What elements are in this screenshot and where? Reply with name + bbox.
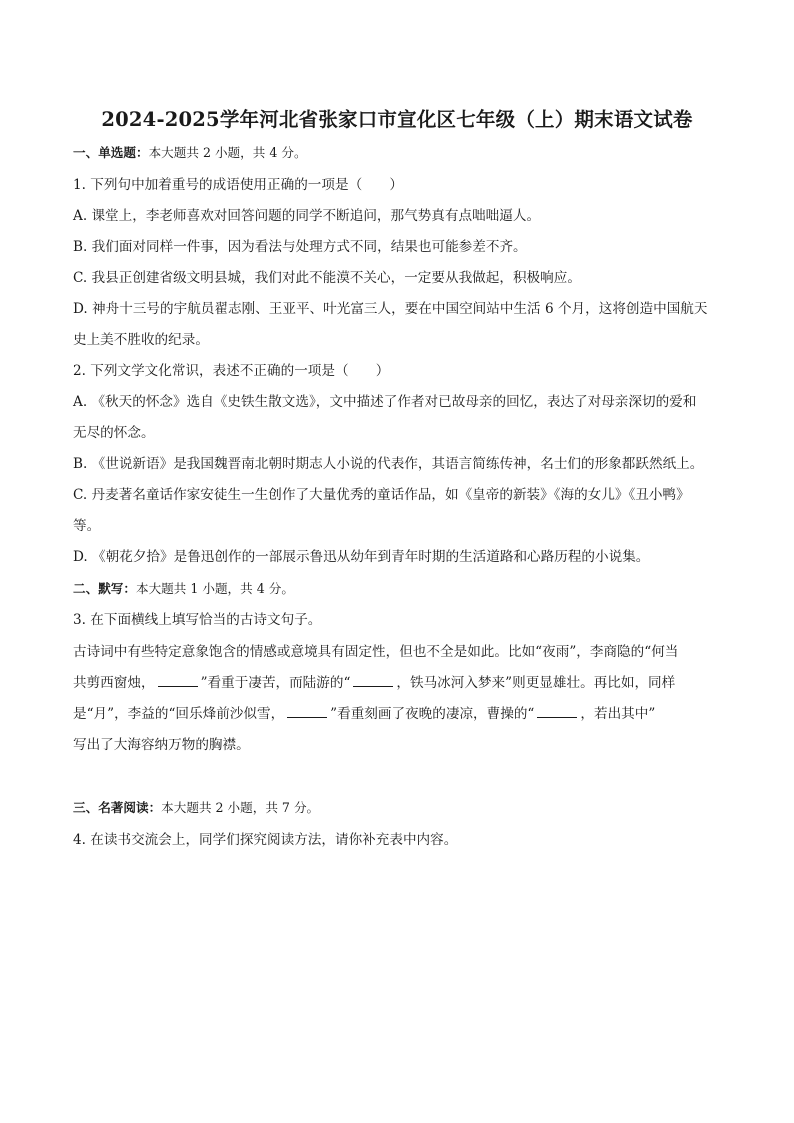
section-heading-classic-reading xyxy=(73,798,723,818)
section-desc: 本大题共 1 小题，共 4 分。 xyxy=(135,581,294,596)
question-1-option-a: A. 课堂上，李老师喜欢对回答问题的同学不断追问，那气势真有点咄咄逼人。 xyxy=(73,208,541,224)
question-1-option-b: B. 我们面对同样一件事，因为看法与处理方式不同，结果也可能参差不齐。 xyxy=(73,239,527,255)
question-1-option-d: D. 神舟十三号的宇航员翟志刚、王亚平、叶光富三人，要在中国空间站中生活 6 个月，这将创造中国航天 xyxy=(73,301,708,317)
text-fragment: ，若出其中” xyxy=(580,706,656,722)
question-3-paragraph-line-1: 古诗词中有些特定意象饱含的情感或意境具有固定性，但也不全是如此。比如“夜雨”，李商隐的“何当 xyxy=(73,644,679,660)
question-3-stem: 3. 在下面横线上填写恰当的古诗文句子。 xyxy=(73,612,322,628)
text-fragment: ，铁马冰河入梦来”则更显雄壮。再比如，同样 xyxy=(396,675,676,691)
text-fragment: 共剪西窗烛， xyxy=(73,675,155,691)
question-2-option-b: B. 《世说新语》是我国魏晋南北朝时期志人小说的代表作，其语言简练传神，名士们的形象都跃然纸上。 xyxy=(73,456,704,472)
answer-blank-3[interactable] xyxy=(287,705,327,718)
exam-title: 2024-2025学年河北省张家口市宣化区七年级（上）期末语文试卷 xyxy=(101,108,693,131)
question-2-stem: 2. 下列文学文化常识，表述不正确的一项是（ ） xyxy=(73,363,390,379)
answer-blank-1[interactable] xyxy=(158,674,198,687)
question-3-paragraph-line-3 xyxy=(73,704,723,724)
text-fragment: ”看重于凄苦，而陆游的“ xyxy=(200,675,351,691)
question-1-option-d-cont: 史上美不胜收的纪录。 xyxy=(73,332,209,348)
question-2-option-a-cont: 无尽的怀念。 xyxy=(73,425,155,441)
question-3-paragraph-line-4: 写出了大海容纳万物的胸襟。 xyxy=(73,737,250,753)
question-4-stem: 4. 在读书交流会上，同学们探究阅读方法，请你补充表中内容。 xyxy=(73,832,458,848)
answer-blank-2[interactable] xyxy=(353,674,393,687)
text-fragment: 是“月”，李益的“回乐烽前沙似雪， xyxy=(73,706,285,722)
answer-blank-4[interactable] xyxy=(537,705,577,718)
section-heading-dictation xyxy=(73,579,723,599)
question-2-option-d: D. 《朝花夕拾》是鲁迅创作的一部展示鲁迅从幼年到青年时期的生活道路和心路历程的小说集。 xyxy=(73,549,650,565)
section-label: 二、默写： xyxy=(73,581,136,596)
text-fragment: ”看重刻画了夜晚的凄凉，曹操的“ xyxy=(330,706,535,722)
section-label: 三、名著阅读： xyxy=(73,800,162,815)
question-2-option-a: A. 《秋天的怀念》选自《史铁生散文选》，文中描述了作者对已故母亲的回忆，表达了对母亲深切的爱和 xyxy=(73,394,697,410)
section-desc: 本大题共 2 小题，共 7 分。 xyxy=(161,800,320,815)
section-label: 一、单选题： xyxy=(73,145,149,160)
question-1-stem: 1. 下列句中加着重号的成语使用正确的一项是（ ） xyxy=(73,177,403,193)
question-1-option-c: C. 我县正创建省级文明县城，我们对此不能漠不关心，一定要从我做起，积极响应。 xyxy=(73,270,581,286)
question-2-option-c: C. 丹麦著名童话作家安徒生一生创作了大量优秀的童话作品，如《皇帝的新装》《海的女儿》《丑小鸭》 xyxy=(73,487,690,503)
question-2-option-c-cont: 等。 xyxy=(73,518,101,534)
question-3-paragraph-line-2 xyxy=(73,673,723,693)
section-desc: 本大题共 2 小题，共 4 分。 xyxy=(148,145,307,160)
section-heading-single-choice xyxy=(73,143,723,163)
